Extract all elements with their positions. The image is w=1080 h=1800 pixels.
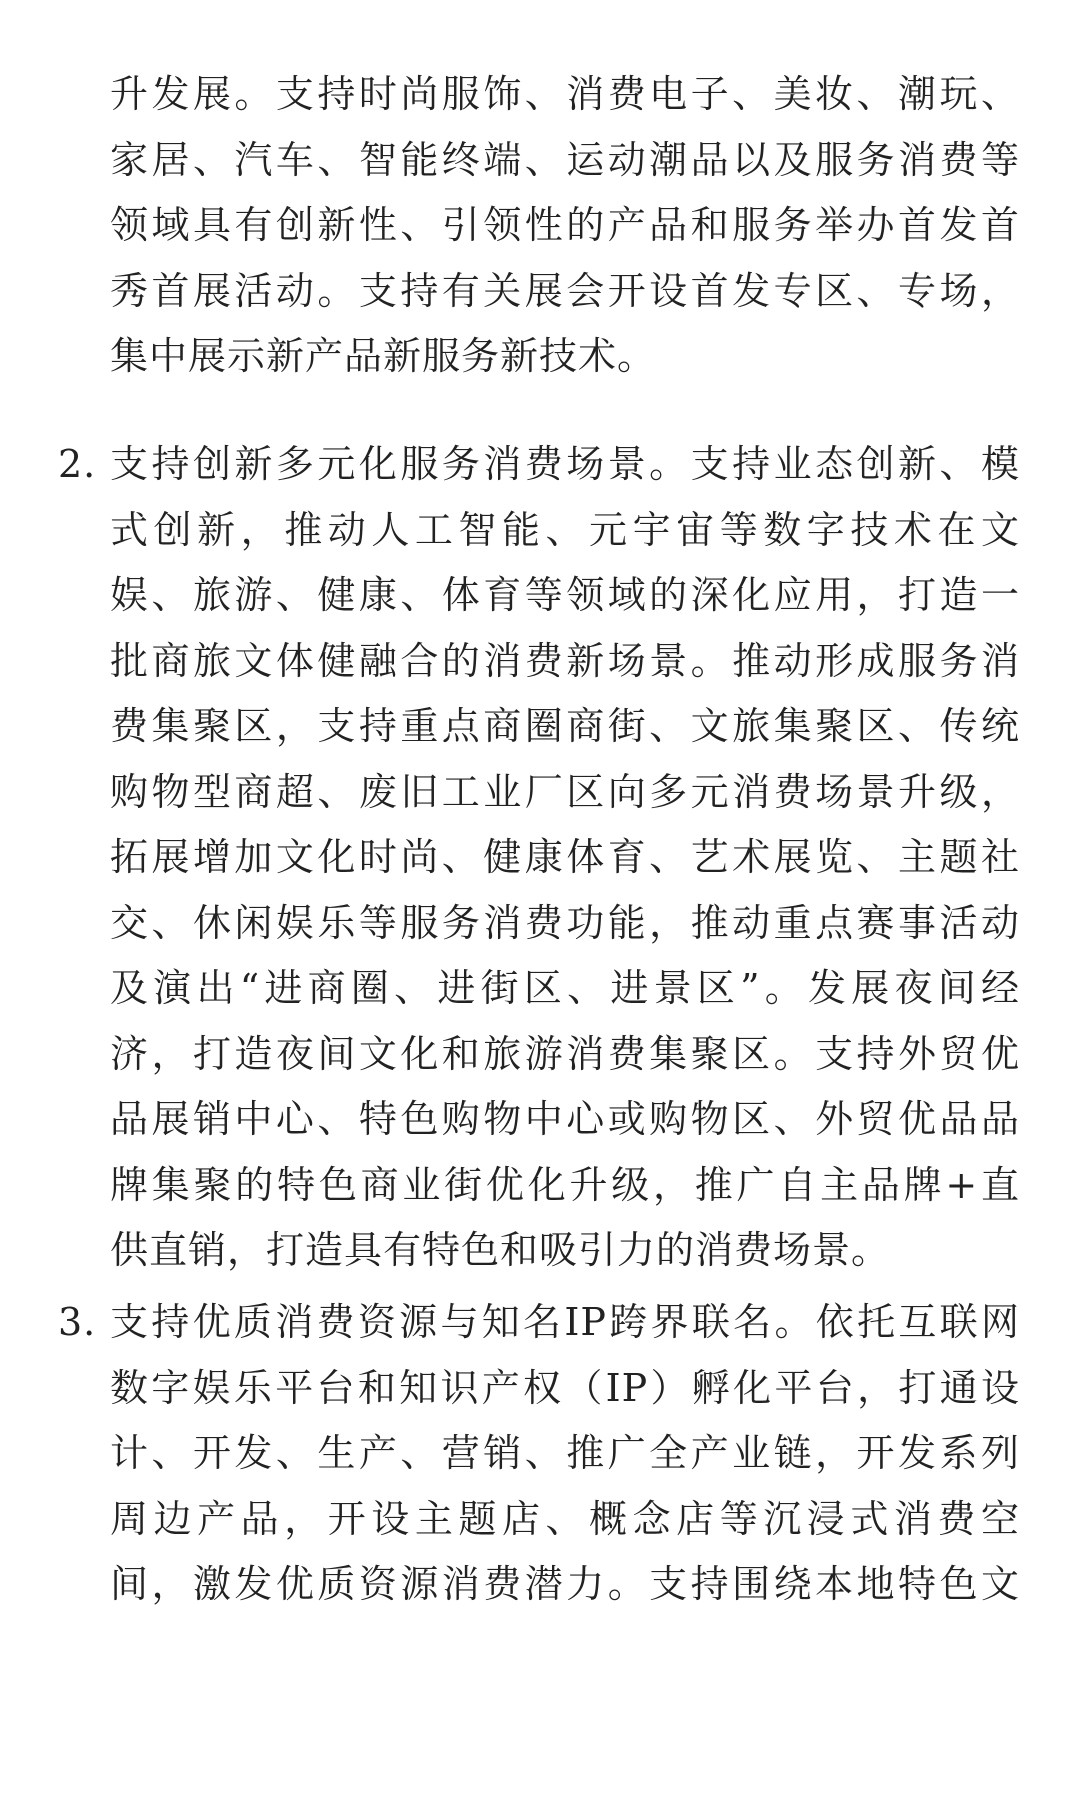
text-line: 升发展。支持时尚服饰、消费电子、美妆、潮玩、 — [110, 72, 1020, 116]
text-line: 间，激发优质资源消费潜力。支持围绕本地特色文 — [110, 1562, 1020, 1606]
text-line: 品展销中心、特色购物中心或购物区、外贸优品品 — [110, 1097, 1020, 1141]
text-line: 领域具有创新性、引领性的产品和服务举办首发首 — [110, 203, 1020, 247]
list-item-3 — [58, 1290, 1020, 1618]
text-line: 计、开发、生产、营销、推广全产业链，开发系列 — [110, 1431, 1020, 1475]
text-line: 供直销，打造具有特色和吸引力的消费场景。 — [110, 1228, 891, 1272]
text-line: 秀首展活动。支持有关展会开设首发专区、专场， — [110, 268, 1020, 313]
paragraph-continuation — [110, 62, 1020, 390]
text-line: 及演出“进商圈、进街区、进景区”。发展夜间经 — [110, 966, 1020, 1010]
text-line: 购物型商超、废旧工业厂区向多元消费场景升级， — [110, 769, 1020, 814]
text-line: 支持创新多元化服务消费场景。支持业态创新、模 — [110, 442, 1020, 486]
text-line: 数字娱乐平台和知识产权（IP）孵化平台，打通设 — [110, 1365, 1020, 1410]
text-line: 济，打造夜间文化和旅游消费集聚区。支持外贸优 — [110, 1031, 1020, 1076]
text-line: 批商旅文体健融合的消费新场景。推动形成服务消 — [110, 638, 1020, 683]
text-line: 集中展示新产品新服务新技术。 — [110, 334, 657, 378]
text-line: 家居、汽车、智能终端、运动潮品以及服务消费等 — [110, 137, 1020, 182]
list-item-2 — [58, 432, 1020, 1284]
text-line: 拓展增加文化时尚、健康体育、艺术展览、主题社 — [110, 835, 1020, 879]
text-line: 支持优质消费资源与知名IP跨界联名。依托互联网 — [110, 1300, 1020, 1344]
list-item-number: 3. — [58, 1300, 97, 1344]
text-line: 牌集聚的特色商业街优化升级，推广自主品牌+直 — [110, 1162, 1020, 1207]
list-item-number: 2. — [58, 442, 97, 486]
text-line: 交、休闲娱乐等服务消费功能，推动重点赛事活动 — [110, 900, 1020, 945]
text-line: 周边产品，开设主题店、概念店等沉浸式消费空 — [110, 1496, 1020, 1541]
text-line: 式创新，推动人工智能、元宇宙等数字技术在文 — [110, 507, 1020, 552]
text-line: 娱、旅游、健康、体育等领域的深化应用，打造一 — [110, 573, 1020, 617]
text-line: 费集聚区，支持重点商圈商街、文旅集聚区、传统 — [110, 704, 1020, 748]
